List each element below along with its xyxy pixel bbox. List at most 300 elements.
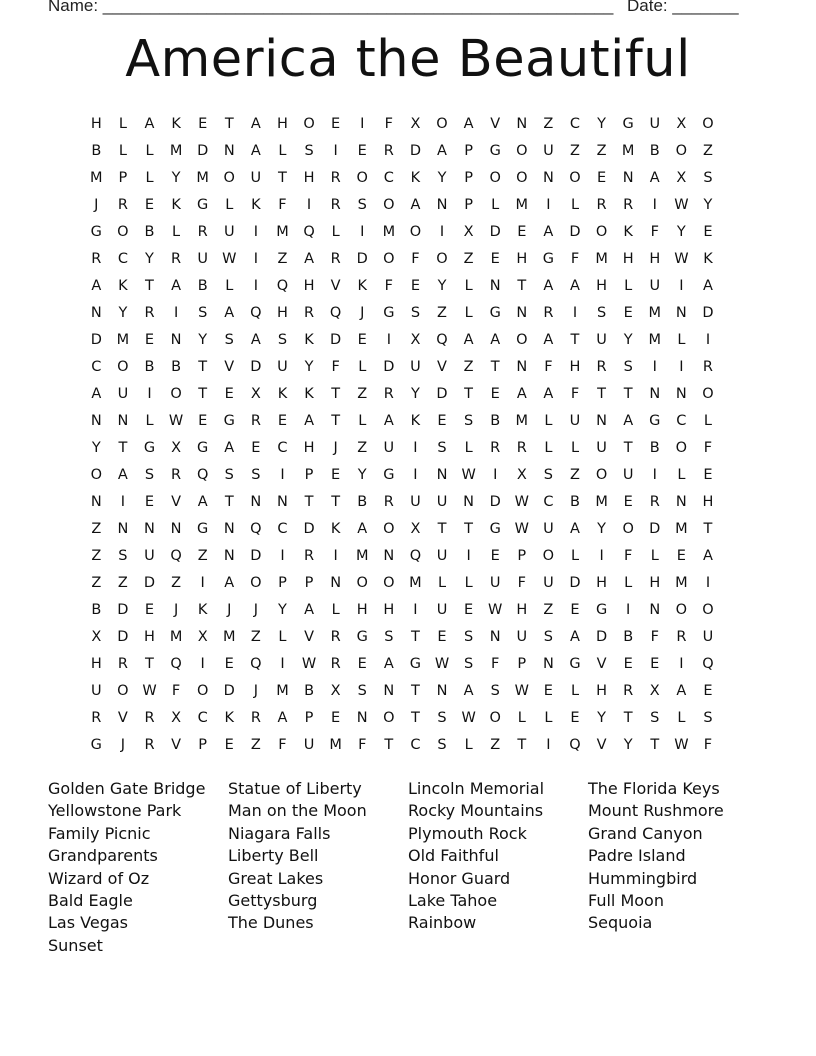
grid-letter: I (413, 467, 418, 483)
grid-letter: C (91, 359, 102, 375)
grid-letter: K (277, 386, 288, 402)
grid-letter: S (437, 710, 447, 726)
grid-letter: G (595, 602, 608, 618)
grid-letter: K (118, 278, 128, 294)
word-list-item: Bald Eagle (48, 890, 133, 910)
grid-letter: O (383, 197, 395, 213)
grid-letter: S (623, 359, 633, 375)
grid-letter: Q (303, 224, 315, 240)
grid-letter: O (489, 170, 501, 186)
grid-letter: P (464, 197, 473, 213)
grid-letter: D (489, 224, 501, 240)
grid-letter: A (91, 278, 102, 294)
word-list-item: Old Faithful (408, 846, 499, 866)
word-list-item: Liberty Bell (228, 846, 319, 866)
grid-letter: J (253, 602, 258, 618)
grid-letter: S (224, 332, 234, 348)
grid-letter: F (544, 359, 553, 375)
grid-letter: O (117, 359, 129, 375)
grid-letter: A (463, 332, 474, 348)
grid-letter: T (278, 170, 287, 186)
grid-letter: T (570, 332, 580, 348)
grid-letter: R (171, 251, 182, 267)
grid-letter: M (276, 224, 289, 240)
grid-letter: I (333, 548, 338, 564)
grid-letter: V (117, 710, 128, 726)
grid-letter: R (623, 197, 634, 213)
word-list-item: Lake Tahoe (408, 890, 498, 910)
grid-letter: A (702, 548, 713, 564)
grid-letter: V (596, 737, 607, 753)
grid-letter: N (383, 548, 395, 564)
letter-grid (83, 111, 721, 759)
grid-letter: T (384, 737, 394, 753)
grid-letter: I (200, 575, 205, 591)
grid-letter: L (225, 197, 234, 213)
grid-letter: F (278, 737, 287, 753)
grid-letter: R (330, 197, 341, 213)
grid-letter: T (118, 440, 128, 456)
grid-letter: U (410, 494, 421, 510)
grid-letter: Q (196, 467, 209, 483)
grid-letter: T (224, 116, 234, 132)
grid-letter: H (649, 575, 661, 591)
grid-letter: M (515, 413, 529, 429)
grid-letter: E (490, 386, 500, 402)
grid-letter: H (596, 278, 608, 294)
grid-letter: W (674, 197, 689, 213)
grid-letter: Y (597, 710, 606, 726)
grid-letter: L (331, 602, 340, 618)
grid-letter: R (144, 305, 155, 321)
grid-letter: C (197, 710, 208, 726)
word-list-item: Hummingbird (588, 868, 698, 888)
word-list-item: Gettysburg (228, 890, 318, 910)
grid-letter: U (649, 278, 661, 294)
grid-letter: D (569, 575, 581, 591)
grid-letter: D (143, 575, 156, 591)
puzzle-title: America the Beautiful (125, 30, 691, 89)
grid-letter: N (516, 305, 528, 321)
grid-letter: E (570, 602, 580, 618)
grid-letter: M (409, 575, 422, 591)
grid-letter: R (91, 710, 102, 726)
grid-letter: A (463, 116, 474, 132)
grid-letter: N (250, 494, 262, 510)
grid-letter: L (624, 575, 633, 591)
grid-letter: T (331, 386, 341, 402)
grid-letter: H (303, 440, 315, 456)
grid-letter: T (198, 359, 208, 375)
grid-letter: Y (171, 170, 181, 186)
grid-letter: T (623, 386, 633, 402)
grid-letter: S (437, 737, 447, 753)
grid-letter: F (570, 386, 580, 402)
grid-letter: R (171, 467, 182, 483)
grid-letter: U (250, 170, 262, 186)
grid-letter: E (703, 224, 713, 240)
grid-letter: A (570, 629, 580, 645)
grid-letter: N (90, 413, 102, 429)
grid-letter: B (623, 629, 634, 645)
grid-letter: T (331, 413, 341, 429)
grid-letter: Q (569, 737, 581, 753)
grid-letter: K (623, 224, 633, 240)
grid-letter: S (703, 710, 713, 726)
grid-letter: A (437, 143, 447, 159)
grid-letter: I (705, 332, 711, 348)
grid-letter: W (488, 602, 503, 618)
grid-letter: H (144, 629, 155, 645)
grid-letter: G (197, 440, 209, 456)
grid-letter: R (516, 440, 527, 456)
grid-letter: W (222, 251, 237, 267)
grid-letter: I (173, 305, 179, 321)
grid-letter: G (489, 521, 501, 537)
grid-letter: S (543, 467, 553, 483)
grid-letter: O (117, 683, 129, 699)
grid-letter: O (383, 521, 395, 537)
grid-letter: R (702, 359, 713, 375)
grid-letter: X (463, 224, 474, 240)
word-list-item: Mount Rushmore (588, 801, 724, 821)
grid-letter: S (304, 143, 314, 159)
grid-letter: R (623, 683, 634, 699)
grid-letter: E (410, 278, 420, 294)
grid-letter: W (142, 683, 157, 699)
grid-letter: O (170, 386, 182, 402)
grid-letter: T (464, 386, 474, 402)
grid-letter: Q (276, 278, 289, 294)
grid-letter: R (596, 197, 607, 213)
grid-letter: T (198, 386, 208, 402)
grid-letter: I (439, 224, 445, 240)
grid-letter: G (383, 467, 395, 483)
grid-letter: B (197, 278, 208, 294)
grid-letter: F (703, 440, 713, 456)
grid-letter: I (413, 440, 418, 456)
grid-letter: M (595, 494, 608, 510)
grid-letter: O (223, 170, 235, 186)
grid-letter: L (703, 413, 712, 429)
grid-letter: D (356, 251, 368, 267)
grid-letter: B (144, 224, 155, 240)
grid-letter: L (517, 710, 526, 726)
grid-letter: Q (170, 548, 182, 564)
grid-letter: Y (597, 521, 606, 537)
grid-letter: U (303, 737, 315, 753)
grid-letter: A (250, 143, 261, 159)
grid-letter: X (676, 170, 687, 186)
word-list-item: Padre Island (588, 846, 686, 866)
grid-letter: K (330, 521, 341, 537)
grid-letter: F (624, 548, 633, 564)
grid-letter: S (464, 656, 474, 672)
grid-letter: N (596, 413, 607, 429)
grid-letter: E (703, 467, 713, 483)
grid-letter: T (517, 737, 527, 753)
grid-letter: I (652, 359, 657, 375)
grid-letter: L (145, 143, 154, 159)
word-list-item: Great Lakes (228, 868, 324, 888)
grid-letter: W (674, 251, 689, 267)
grid-letter: M (515, 197, 529, 213)
grid-letter: O (117, 224, 129, 240)
grid-letter: P (517, 548, 527, 564)
grid-letter: H (303, 278, 315, 294)
grid-letter: Z (91, 548, 102, 564)
grid-letter: E (623, 656, 633, 672)
grid-letter: S (384, 629, 394, 645)
grid-letter: G (489, 143, 501, 159)
grid-letter: L (570, 440, 580, 456)
grid-letter: T (145, 278, 154, 294)
grid-letter: Z (250, 629, 261, 645)
grid-letter: H (516, 602, 528, 618)
grid-letter: D (250, 548, 262, 564)
grid-letter: Y (676, 224, 686, 240)
grid-letter: E (144, 197, 155, 213)
grid-letter: A (224, 575, 235, 591)
grid-letter: D (409, 143, 421, 159)
grid-letter: E (517, 224, 527, 240)
grid-letter: Z (570, 467, 580, 483)
grid-letter: G (90, 224, 102, 240)
grid-letter: M (675, 575, 688, 591)
grid-letter: C (277, 521, 288, 537)
grid-letter: P (517, 656, 527, 672)
grid-letter: B (91, 143, 102, 159)
grid-letter: L (145, 413, 154, 429)
word-list-item: The Florida Keys (588, 779, 720, 798)
grid-letter: F (491, 656, 500, 672)
grid-letter: A (277, 710, 288, 726)
grid-letter: F (384, 116, 393, 132)
grid-letter: F (650, 224, 659, 240)
grid-letter: A (383, 413, 394, 429)
grid-letter: I (333, 143, 338, 159)
grid-letter: U (410, 359, 421, 375)
word-list-item: Lincoln Memorial (408, 779, 545, 798)
grid-letter: E (144, 602, 155, 618)
grid-letter: R (676, 629, 687, 645)
grid-letter: V (304, 629, 314, 645)
grid-letter: Y (118, 305, 128, 321)
grid-letter: E (224, 386, 234, 402)
grid-letter: K (410, 170, 421, 186)
grid-letter: F (331, 359, 340, 375)
grid-letter: F (278, 197, 287, 213)
grid-letter: H (569, 359, 581, 375)
grid-letter: H (596, 683, 608, 699)
grid-letter: U (436, 602, 448, 618)
grid-letter: U (436, 494, 448, 510)
grid-letter: N (649, 386, 661, 402)
grid-letter: M (621, 143, 635, 159)
grid-letter: N (675, 386, 687, 402)
grid-letter: W (461, 710, 476, 726)
grid-letter: L (358, 413, 367, 429)
grid-letter: N (542, 170, 554, 186)
grid-letter: E (676, 548, 686, 564)
grid-letter: U (223, 224, 235, 240)
grid-letter: U (489, 575, 501, 591)
grid-letter: N (144, 521, 155, 537)
grid-letter: M (169, 143, 183, 159)
grid-letter: U (436, 548, 448, 564)
grid-letter: O (569, 170, 581, 186)
grid-letter: A (516, 386, 527, 402)
grid-letter: E (357, 656, 367, 672)
grid-letter: I (679, 656, 684, 672)
grid-letter: S (464, 629, 474, 645)
grid-letter: I (652, 197, 657, 213)
grid-letter: J (253, 683, 258, 699)
grid-letter: Q (170, 656, 182, 672)
grid-letter: D (197, 143, 209, 159)
grid-letter: N (90, 494, 102, 510)
grid-letter: I (253, 278, 258, 294)
grid-letter: M (382, 224, 396, 240)
grid-letter: G (197, 197, 209, 213)
grid-letter: S (357, 683, 367, 699)
grid-letter: H (516, 251, 528, 267)
grid-letter: A (117, 467, 128, 483)
grid-letter: U (90, 683, 102, 699)
grid-letter: X (676, 116, 687, 132)
grid-letter: A (224, 305, 235, 321)
grid-letter: R (490, 440, 501, 456)
grid-letter: K (171, 197, 181, 213)
grid-letter: O (383, 575, 395, 591)
grid-letter: Q (436, 332, 448, 348)
grid-letter: I (386, 332, 391, 348)
grid-letter: O (516, 170, 528, 186)
grid-letter: L (677, 467, 686, 483)
grid-letter: Q (250, 521, 262, 537)
grid-letter: X (250, 386, 261, 402)
grid-letter: T (623, 440, 633, 456)
grid-letter: E (224, 737, 234, 753)
grid-letter: R (304, 305, 315, 321)
grid-letter: U (117, 386, 129, 402)
grid-letter: L (437, 575, 447, 591)
name-field[interactable]: Name: ______________________________________________________ (48, 0, 614, 15)
grid-letter: Z (250, 737, 261, 753)
grid-letter: M (329, 737, 342, 753)
grid-letter: A (543, 386, 554, 402)
grid-letter: J (120, 737, 126, 753)
grid-letter: G (356, 629, 368, 645)
grid-letter: O (436, 116, 448, 132)
grid-letter: M (355, 548, 369, 564)
grid-letter: J (173, 602, 179, 618)
grid-letter: I (306, 197, 312, 213)
grid-letter: X (410, 521, 421, 537)
grid-letter: T (464, 521, 474, 537)
grid-letter: L (544, 440, 553, 456)
grid-letter: L (677, 332, 686, 348)
grid-letter: O (516, 143, 528, 159)
grid-letter: D (117, 629, 129, 645)
grid-letter: I (253, 251, 258, 267)
grid-letter: Z (570, 143, 580, 159)
grid-letter: O (409, 224, 422, 240)
grid-letter: T (490, 359, 500, 375)
grid-letter: O (383, 710, 395, 726)
grid-letter: S (198, 305, 208, 321)
grid-letter: A (91, 386, 102, 402)
grid-letter: S (490, 683, 500, 699)
grid-letter: W (168, 413, 184, 429)
grid-letter: Y (357, 467, 367, 483)
grid-letter: X (330, 683, 341, 699)
word-list-item: Grandparents (48, 846, 158, 866)
grid-letter: Z (91, 575, 102, 591)
grid-letter: N (117, 521, 129, 537)
grid-letter: A (570, 521, 580, 537)
grid-letter: B (357, 494, 368, 510)
grid-letter: G (90, 737, 102, 753)
grid-letter: S (650, 710, 660, 726)
grid-letter: L (464, 737, 473, 753)
grid-letter: L (677, 710, 686, 726)
grid-letter: G (223, 413, 235, 429)
grid-letter: G (542, 251, 555, 267)
grid-letter: N (516, 359, 528, 375)
grid-letter: B (649, 440, 660, 456)
grid-letter: S (357, 197, 367, 213)
grid-letter: U (596, 440, 607, 456)
grid-letter: D (649, 521, 661, 537)
grid-letter: Z (543, 116, 554, 132)
grid-letter: N (542, 656, 554, 672)
grid-letter: A (304, 602, 314, 618)
grid-letter: O (356, 575, 368, 591)
grid-letter: U (596, 332, 607, 348)
grid-letter: D (702, 305, 714, 321)
grid-letter: H (649, 251, 661, 267)
grid-letter: B (144, 359, 155, 375)
grid-letter: O (489, 710, 501, 726)
grid-letter: I (253, 224, 258, 240)
grid-letter: E (464, 602, 474, 618)
grid-letter: T (331, 494, 341, 510)
grid-letter: K (171, 116, 181, 132)
grid-letter: U (516, 629, 528, 645)
grid-letter: G (489, 305, 501, 321)
grid-letter: A (197, 494, 208, 510)
grid-letter: N (170, 332, 182, 348)
word-list-item: Plymouth Rock (408, 823, 527, 843)
grid-letter: P (304, 710, 314, 726)
grid-letter: M (648, 332, 662, 348)
grid-letter: D (223, 683, 235, 699)
date-field[interactable]: Date: _______ (627, 0, 739, 15)
grid-letter: L (358, 359, 367, 375)
grid-letter: E (437, 629, 447, 645)
grid-letter: O (516, 332, 528, 348)
grid-letter: H (702, 494, 714, 510)
grid-letter: I (280, 467, 285, 483)
grid-letter: D (489, 494, 501, 510)
grid-letter: N (223, 521, 235, 537)
grid-letter: S (224, 467, 234, 483)
grid-letter: O (595, 467, 608, 483)
grid-letter: Z (117, 575, 128, 591)
grid-letter: O (250, 575, 262, 591)
grid-letter: Q (702, 656, 714, 672)
